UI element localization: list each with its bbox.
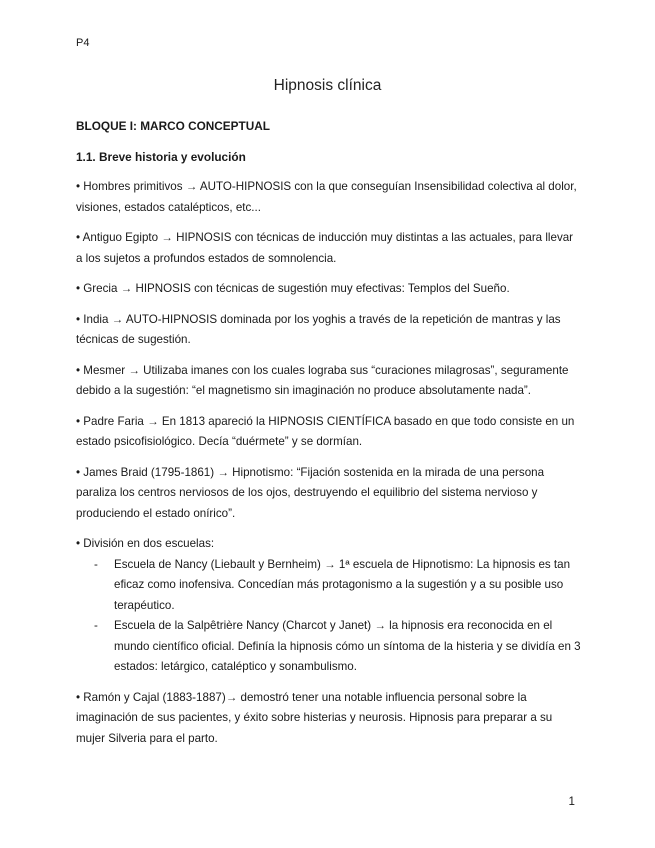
- dash-bullet: -: [94, 557, 98, 571]
- paragraph-braid: • James Braid (1795-1861) → Hipnotismo: “Fijación sostenida en la mirada de una persona paraliza los centros nerviosos de los ojos, destruyendo el equilibrio del sistema nervioso y produciendo el estado onírico”.: [76, 465, 545, 520]
- dash-bullet: -: [94, 619, 98, 632]
- school-text: Escuela de la Salpêtrière Nancy (Charcot y Janet) → la hipnosis era reconocida en el mundo científico oficial. Definía la hipnosis cómo un síntoma de la histeria y se dividía en 3 estados: letárgico, cataléptico y sonambulismo.: [114, 619, 581, 673]
- list-item-salpetriere: [76, 616, 581, 678]
- paragraph-primitivos: • Hombres primitivos → AUTO-HIPNOSIS con la que conseguían Insensibilidad colectiva al dolor, visiones, estados catalépticos, etc...: [76, 180, 577, 214]
- paragraph-cajal: • Ramón y Cajal (1883-1887)→ demostró tener una notable influencia personal sobre la imaginación de sus pacientes, y éxito sobre histerias y neurosis. Hipnosis para preparar a su mujer Silveria para el parto.: [76, 690, 553, 745]
- page-number: 1: [568, 795, 575, 808]
- header-tag: P4: [76, 37, 90, 49]
- document-body: [76, 116, 581, 759]
- section-subheading: 1.1. Breve historia y evolución: [76, 149, 246, 164]
- division-list: [76, 534, 581, 678]
- paragraph-grecia: • Grecia → HIPNOSIS con técnicas de sugestión muy efectivas: Templos del Sueño.: [76, 282, 510, 295]
- paragraph-faria: • Padre Faria → En 1813 apareció la HIPNOSIS CIENTÍFICA basado en que todo consiste en un estado psicofisiológico. Decía “duérmete” y se dormían.: [76, 414, 575, 448]
- list-item-nancy: [76, 555, 581, 617]
- paragraph-egipto: • Antiguo Egipto → HIPNOSIS con técnicas de inducción muy distintas a las actuales, para llevar a los sujetos a profundos estados de somnolencia.: [76, 231, 574, 265]
- division-intro: • División en dos escuelas:: [76, 537, 215, 550]
- school-text: Escuela de Nancy (Liebault y Bernheim) → 1ª escuela de Hipnotismo: La hipnosis es tan eficaz como inofensiva. Concedían más protagonismo a la sugestión y a su posible uso terapéutico.: [114, 557, 571, 612]
- paragraph-india: • India → AUTO-HIPNOSIS dominada por los yoghis a través de la repetición de mantras y las técnicas de sugestión.: [76, 312, 561, 346]
- document-title: Hipnosis clínica: [273, 77, 382, 94]
- section-heading: BLOQUE I: MARCO CONCEPTUAL: [76, 119, 270, 133]
- school-list: [76, 555, 581, 678]
- paragraph-mesmer: • Mesmer → Utilizaba imanes con los cuales lograba sus “curaciones milagrosas”, seguramente debido a la sugestión: “el magnetismo sin imaginación no produce absolutamente nada”.: [76, 363, 569, 397]
